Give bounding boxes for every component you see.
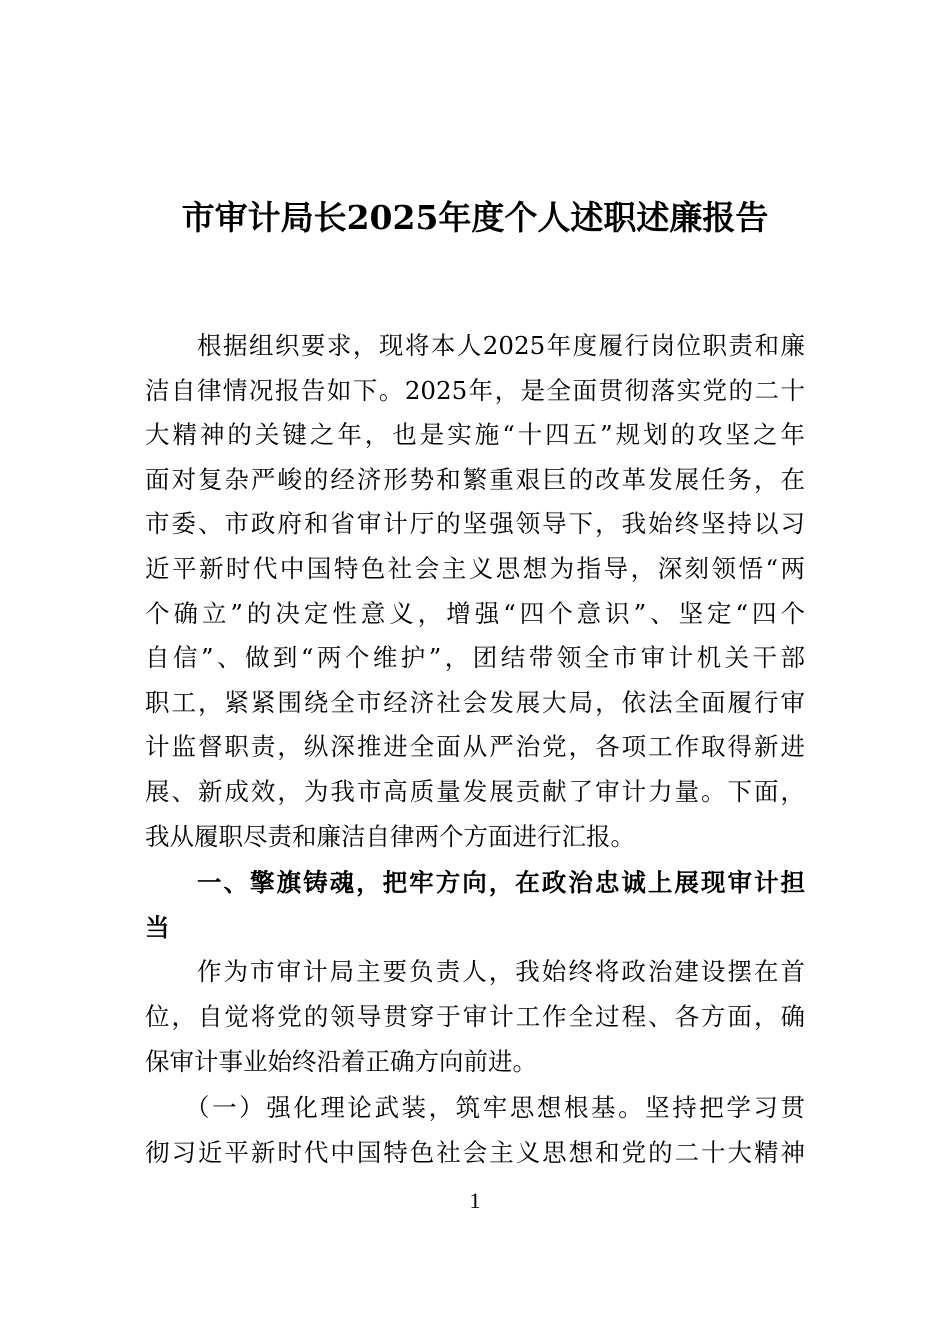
page-number: 1	[469, 1188, 481, 1213]
text-line: 彻习近平新时代中国特色社会主义思想和党的二十大精神	[145, 1137, 805, 1167]
text-line: 计监督职责，纵深推进全面从严治党，各项工作取得新进	[145, 732, 805, 762]
text-line: 作为市审计局主要负责人，我始终将政治建设摆在首	[197, 957, 805, 987]
text-line: 大精神的关键之年，也是实施“十四五”规划的攻坚之年	[145, 420, 805, 450]
text-line: 展、新成效，为我市高质量发展贡献了审计力量。下面，	[145, 776, 805, 806]
text-line: 根据组织要求，现将本人2025年度履行岗位职责和廉	[197, 331, 805, 360]
text-line: 个确立”的决定性意义，增强“四个意识”、坚定“四个	[145, 598, 805, 628]
text-line: 保审计事业始终沿着正确方向前进。	[145, 1046, 537, 1076]
document-title: 市审计局长2025年度个人述职述廉报告	[181, 198, 769, 237]
paragraph-section-1-intro	[145, 950, 805, 1084]
heading-line: 一、擎旗铸魂，把牢方向，在政治忠诚上展现审计担	[197, 868, 805, 898]
text-line: 市委、市政府和省审计厅的坚强领导下，我始终坚持以习	[145, 509, 805, 539]
text-line: 位，自觉将党的领导贯穿于审计工作全过程、各方面，确	[145, 1001, 805, 1031]
text-line: 近平新时代中国特色社会主义思想为指导，深刻领悟“两	[145, 553, 805, 583]
text-line: 面对复杂严峻的经济形势和繁重艰巨的改革发展任务，在	[145, 464, 805, 494]
text-line: 自信”、做到“两个维护”，团结带领全市审计机关干部	[145, 643, 805, 673]
paragraph-subsection-1	[145, 1086, 805, 1175]
paragraph-intro	[145, 324, 805, 859]
text-line: 我从履职尽责和廉洁自律两个方面进行汇报。	[145, 821, 635, 851]
text-line: 职工，紧紧围绕全市经济社会发展大局，依法全面履行审	[145, 687, 805, 717]
heading-line: 当	[145, 912, 170, 942]
text-line: 洁自律情况报告如下。2025年，是全面贯彻落实党的二十	[145, 375, 805, 405]
document-body	[145, 324, 805, 1175]
text-line: （一）强化理论武装，筑牢思想根基。坚持把学习贯	[185, 1093, 805, 1123]
section-heading-1	[145, 861, 805, 950]
